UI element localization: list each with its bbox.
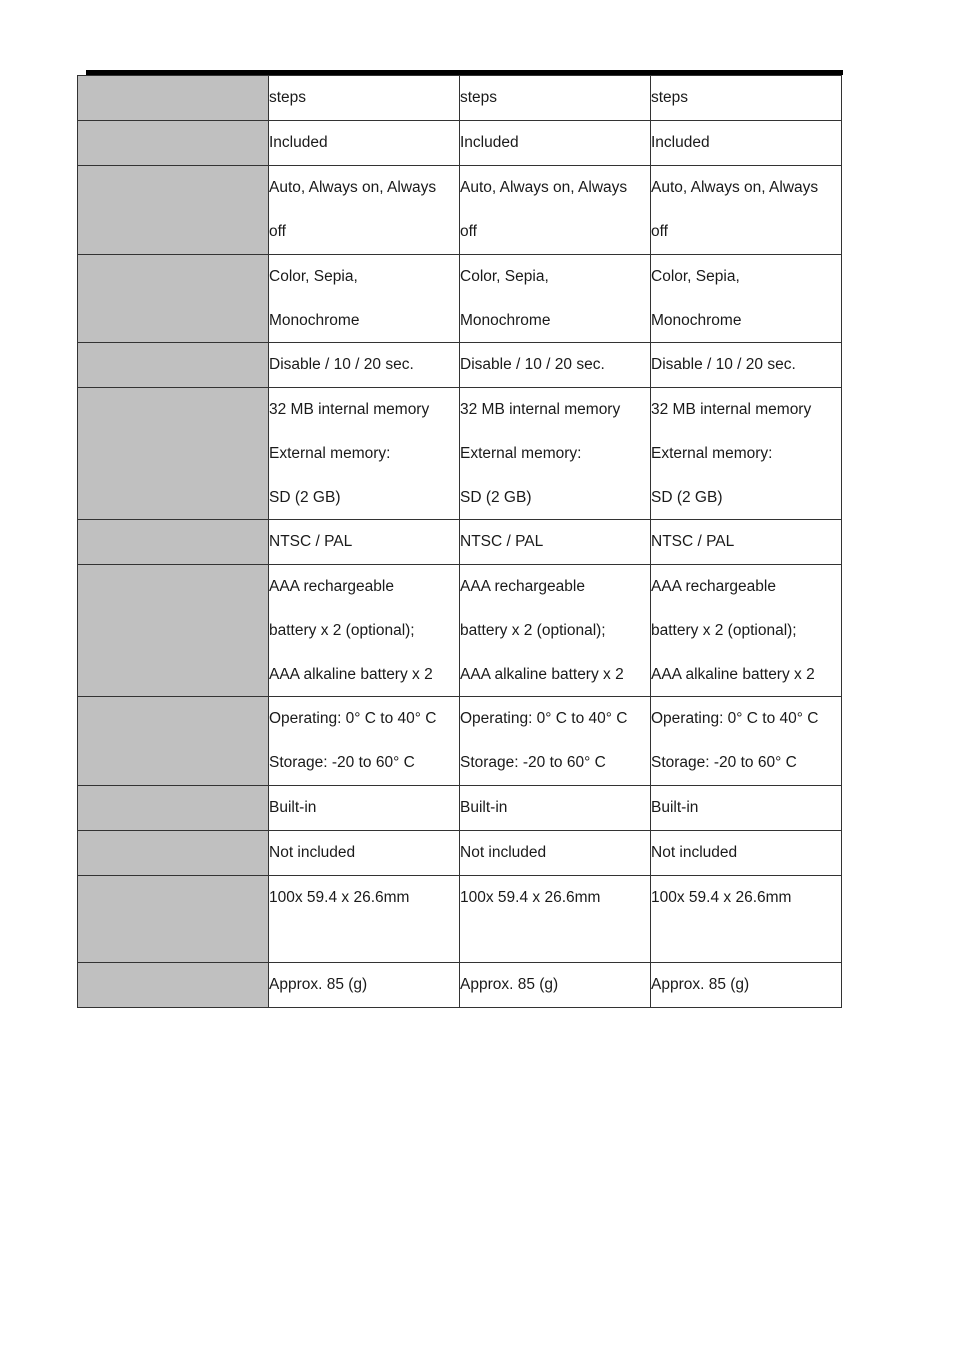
cell-line: Included <box>460 134 519 151</box>
cell-line: Disable / 10 / 20 sec. <box>269 356 414 373</box>
cell-line: steps <box>460 89 498 106</box>
table-row <box>78 343 842 388</box>
row-label-cell <box>78 166 269 255</box>
value-cell <box>460 830 651 875</box>
cell-line: Monochrome <box>460 311 551 329</box>
value-cell <box>651 830 842 875</box>
value-cell <box>460 166 651 255</box>
row-label-cell <box>78 343 269 388</box>
cell-line: Auto, Always on, Always <box>269 179 437 196</box>
cell-line: AAA rechargeable <box>651 578 776 595</box>
row-label-cell <box>78 76 269 121</box>
table-row <box>78 166 842 255</box>
row-label-cell <box>78 388 269 520</box>
cell-line: AAA alkaline battery x 2 <box>460 665 624 683</box>
cell-line: Approx. 85 (g) <box>269 975 368 993</box>
cell-line: NTSC / PAL <box>651 533 735 550</box>
cell-line: SD (2 GB) <box>651 488 723 506</box>
value-cell <box>651 875 842 962</box>
value-cell <box>651 520 842 565</box>
value-cell <box>460 520 651 565</box>
cell-line: AAA rechargeable <box>460 578 585 595</box>
value-cell <box>269 254 460 343</box>
row-label-cell <box>78 785 269 830</box>
cell-line: Approx. 85 (g) <box>460 975 559 993</box>
value-cell <box>460 875 651 962</box>
cell-line: NTSC / PAL <box>460 533 544 550</box>
value-cell <box>460 76 651 121</box>
cell-line: 100x 59.4 x 26.6mm <box>460 888 601 906</box>
cell-line: AAA rechargeable <box>269 578 394 595</box>
row-label-cell <box>78 121 269 166</box>
cell-line: AAA alkaline battery x 2 <box>651 665 815 683</box>
cell-line: Included <box>269 134 328 151</box>
value-cell <box>269 166 460 255</box>
cell-line: Not included <box>460 843 547 861</box>
value-cell <box>269 388 460 520</box>
cell-line: External memory: <box>269 445 391 462</box>
cell-line: Storage: -20 to 60° C <box>460 754 606 771</box>
value-cell <box>460 785 651 830</box>
cell-line: Built-in <box>651 798 699 816</box>
cell-line: 32 MB internal memory <box>651 401 812 418</box>
value-cell <box>460 388 651 520</box>
value-cell <box>651 697 842 786</box>
cell-line: Storage: -20 to 60° C <box>269 754 415 771</box>
spec-table <box>77 75 842 1008</box>
value-cell <box>651 254 842 343</box>
value-cell <box>269 343 460 388</box>
cell-line: Included <box>651 134 710 151</box>
value-cell <box>269 565 460 697</box>
value-cell <box>460 962 651 1007</box>
value-cell <box>269 76 460 121</box>
spec-table-body <box>78 76 842 1008</box>
value-cell <box>269 785 460 830</box>
value-cell <box>651 962 842 1007</box>
cell-line: Monochrome <box>269 311 360 329</box>
cell-line: Operating: 0° C to 40° C <box>651 710 819 727</box>
value-cell <box>460 697 651 786</box>
cell-line: steps <box>651 89 689 106</box>
table-row <box>78 121 842 166</box>
row-label-cell <box>78 875 269 962</box>
table-row <box>78 830 842 875</box>
table-row <box>78 697 842 786</box>
cell-line: SD (2 GB) <box>269 488 341 506</box>
cell-line: AAA alkaline battery x 2 <box>269 665 433 683</box>
cell-line: 100x 59.4 x 26.6mm <box>269 888 410 906</box>
cell-line: Color, Sepia, <box>269 267 358 285</box>
row-label-cell <box>78 830 269 875</box>
value-cell <box>651 76 842 121</box>
table-row <box>78 962 842 1007</box>
cell-line: Not included <box>269 843 356 861</box>
value-cell <box>269 875 460 962</box>
row-label-cell <box>78 697 269 786</box>
value-cell <box>651 166 842 255</box>
row-label-cell <box>78 565 269 697</box>
value-cell <box>651 565 842 697</box>
table-row <box>78 785 842 830</box>
cell-line: battery x 2 (optional); <box>651 622 797 639</box>
table-row <box>78 875 842 962</box>
table-row <box>78 254 842 343</box>
value-cell <box>269 962 460 1007</box>
row-label-cell <box>78 962 269 1007</box>
cell-line: Color, Sepia, <box>460 267 549 285</box>
cell-line: steps <box>269 89 307 106</box>
value-cell <box>651 388 842 520</box>
cell-line: Auto, Always on, Always <box>460 179 628 196</box>
cell-line: 32 MB internal memory <box>269 401 430 418</box>
value-cell <box>651 121 842 166</box>
table-row <box>78 76 842 121</box>
cell-line: Color, Sepia, <box>651 267 740 285</box>
cell-line: off <box>460 223 477 240</box>
cell-line: battery x 2 (optional); <box>460 622 606 639</box>
cell-line: Operating: 0° C to 40° C <box>460 710 628 727</box>
table-row <box>78 388 842 520</box>
cell-line: Storage: -20 to 60° C <box>651 754 797 771</box>
cell-line: off <box>651 223 668 240</box>
cell-line: Auto, Always on, Always <box>651 179 819 196</box>
cell-line: Not included <box>651 843 738 861</box>
cell-line: off <box>269 223 286 240</box>
row-label-cell <box>78 254 269 343</box>
value-cell <box>269 697 460 786</box>
table-row <box>78 565 842 697</box>
value-cell <box>460 121 651 166</box>
cell-line: Approx. 85 (g) <box>651 975 750 993</box>
cell-line: 100x 59.4 x 26.6mm <box>651 888 792 906</box>
cell-line: Monochrome <box>651 311 742 329</box>
cell-line: SD (2 GB) <box>460 488 532 506</box>
cell-line: 32 MB internal memory <box>460 401 621 418</box>
row-label-cell <box>78 520 269 565</box>
value-cell <box>651 343 842 388</box>
cell-line: External memory: <box>651 445 773 462</box>
table-row <box>78 520 842 565</box>
value-cell <box>269 830 460 875</box>
cell-line: NTSC / PAL <box>269 533 353 550</box>
cell-line: Built-in <box>269 798 317 816</box>
cell-line: Disable / 10 / 20 sec. <box>651 356 796 373</box>
cell-line: Built-in <box>460 798 508 816</box>
cell-line: External memory: <box>460 445 582 462</box>
value-cell <box>460 343 651 388</box>
cell-line: Operating: 0° C to 40° C <box>269 710 437 727</box>
value-cell <box>651 785 842 830</box>
cell-line: battery x 2 (optional); <box>269 622 415 639</box>
value-cell <box>269 121 460 166</box>
value-cell <box>460 254 651 343</box>
cell-line: Disable / 10 / 20 sec. <box>460 356 605 373</box>
value-cell <box>460 565 651 697</box>
value-cell <box>269 520 460 565</box>
